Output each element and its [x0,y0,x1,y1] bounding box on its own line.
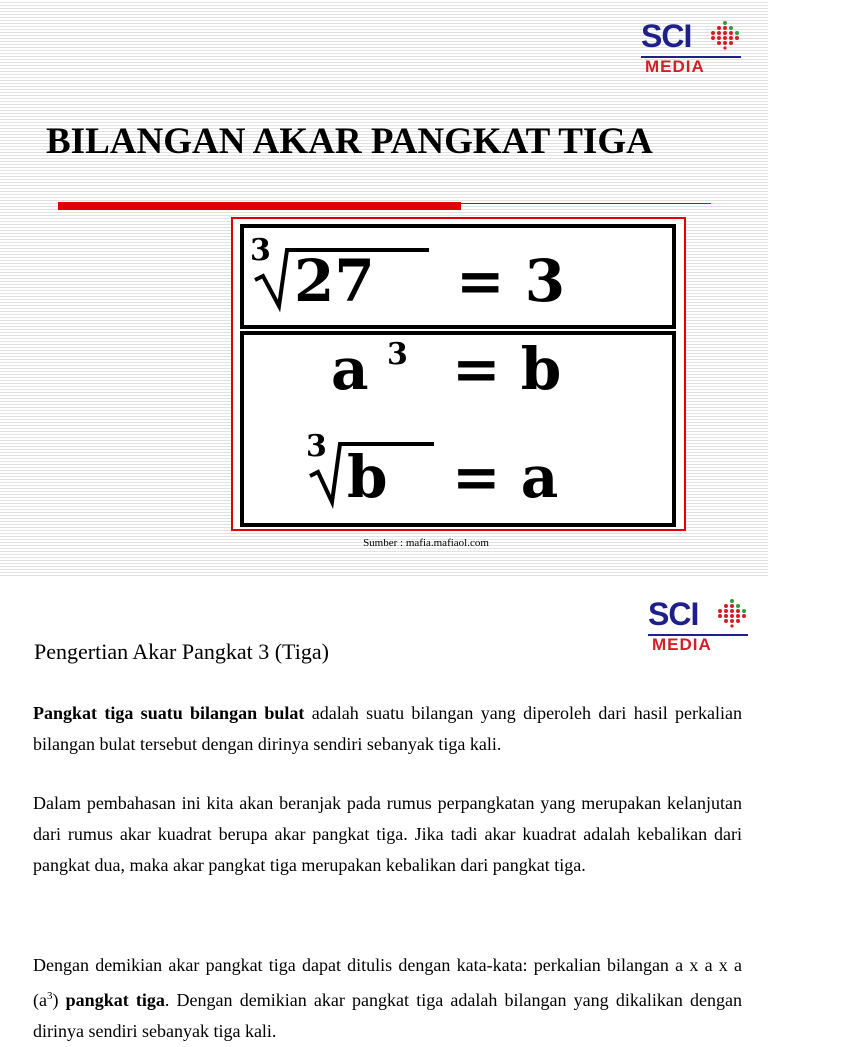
formula2-result: = b [452,335,562,403]
logo-sci-text: SCI [648,596,699,632]
logo-dots-icon [707,20,743,50]
words-text-mid: ) [52,990,66,1010]
slide-title: BILANGAN AKAR PANGKAT TIGA [46,121,653,162]
image-source-caption: Sumber : mafia.mafiaol.com [363,537,489,549]
title-underline-thick [58,202,461,210]
logo-media-text: MEDIA [645,57,705,76]
formula2-base: a [331,335,369,403]
sci-media-logo [641,18,741,74]
formula3-radicand: b [347,443,388,511]
logo-media-text: MEDIA [652,635,712,654]
words-bold-term: pangkat tiga [65,990,165,1010]
words-superscript: 3 [46,990,53,1002]
sci-media-logo [648,596,748,652]
logo-sci-text: SCI [641,18,692,54]
words-text-start: Dengan demikian akar pangkat tiga dapat ditulis dengan kata-kata: perkalian bilangan a x a x a (a [33,955,742,1010]
paragraph-definition [33,698,742,760]
slide-2 [0,576,768,1041]
definition-term: Pangkat tiga suatu bilangan bulat [33,703,305,723]
formula1-index: 3 [250,233,271,268]
section-heading: Pengertian Akar Pangkat 3 (Tiga) [34,639,329,664]
paragraph-explanation: Dalam pembahasan ini kita akan beranjak pada rumus perpangkatan yang merupakan kelanjutan dari rumus akar kuadrat berupa akar pangkat tiga. Jika tadi akar kuadrat adalah kebalikan dari pangkat dua, maka akar pangkat tiga merupakan kebalikan dari pangkat tiga. [33,793,742,875]
definition-text: adalah suatu bilangan yang diperoleh dari hasil perkalian bilangan bulat tersebut dengan dirinya sendiri sebanyak tiga kali. [33,703,742,754]
slide-1 [0,0,768,576]
formula2-exponent: 3 [387,337,408,372]
words-text-end: . Dengan demikian akar pangkat tiga adalah bilangan yang dikalikan dengan dirinya sendiri sebanyak tiga kali. [33,990,742,1041]
formula3-index: 3 [306,429,327,464]
formula1-result: = 3 [456,247,566,315]
paragraph-words [33,950,742,1047]
logo-dots-icon [714,598,750,628]
formula3-result: = a [452,443,559,511]
title-underline-thin [461,203,711,204]
formula1-radicand: 27 [294,247,375,315]
